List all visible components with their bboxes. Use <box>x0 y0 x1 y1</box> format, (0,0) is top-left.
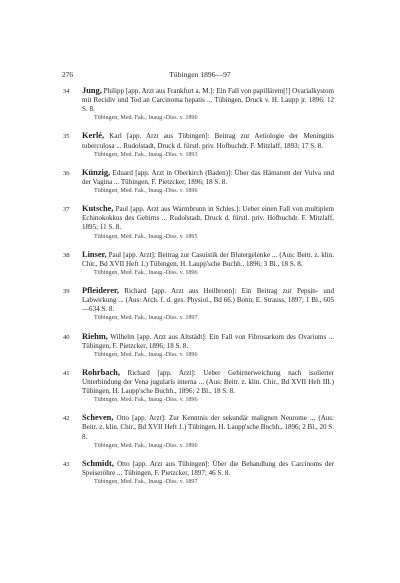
author-surname: Kerlé, <box>82 131 105 141</box>
dissertation-note: Tübingen, Med. Fak., Inaug.-Diss. v. 1896 <box>94 188 198 195</box>
entry-body <box>82 286 334 314</box>
entry-text: Paul [app. Arzt]: Beitrag zur Casuistik der Blutergelenke ... (Aus: Beitr. z. klin. Chir., Bd XVII Heft 1.) Tübingen, H. Laupp'sche Buchh., 1896; 3 Bl., 18 S. 8. <box>82 250 334 268</box>
bibliography-entry <box>0 332 400 359</box>
entry-text: Philipp [app. Arzt aus Frankfurt a. M.]: Ein Fall von papillärem[!] Ovarialkystom mit Recidiv und Tod an Carcinoma hepatis ... Tübingen, Druck v. H. Laupp jr. 1896: 12 S. 8. <box>82 87 335 114</box>
entry-body <box>82 368 334 396</box>
bibliography-entry <box>0 459 400 486</box>
entry-text: Eduard [app. Arzt in Oberkirch (Baden)]: Über das Hämatom der Vulva und der Vagina ... Tübingen, F. Pietzcker, 1896; 18 S. 8. <box>82 168 335 186</box>
dissertation-note: Tübingen, Med. Fak., Inaug.-Diss. v. 1896 <box>94 442 198 449</box>
entry-list <box>0 86 400 495</box>
dissertation-note: Tübingen, Med. Fak., Inaug.-Diss. v. 1893 <box>94 151 198 158</box>
entry-body <box>82 459 334 478</box>
dissertation-note: Tübingen, Med. Fak., Inaug.-Diss. v. 1896 <box>94 115 198 122</box>
author-surname: Kutsche, <box>82 204 114 214</box>
bibliography-entry <box>0 250 400 277</box>
entry-text: Richard [app. Arzt]: Ueber Gehirnerweichung nach isolierter Unterbindung der Vena jugularis interna ... (Aus: Beitr. z. klin. Chir., Bd XVII Heft III.) Tübingen, H. Laupp'sche Buchh., 1896; 2 Bl., 18 S. 8. <box>82 368 334 396</box>
bibliography-entry <box>0 368 400 404</box>
author-surname: Schmidt, <box>82 458 114 468</box>
entry-number: 36 <box>63 169 70 177</box>
entry-number: 34 <box>63 88 70 95</box>
dissertation-note: Tübingen, Med. Fak., Inaug.-Diss. v. 1897 <box>94 315 198 322</box>
author-surname: Riehm, <box>82 331 108 341</box>
entry-text: Otto [app. Arzt]: Zur Kenntnis der sekundär malignen Neurome ... (Aus: Beitr. z. klin. Chir., Bd XVII Heft 1.) Tübingen, H. Laupp'sche Buchh., 1896; 2 Bl., 20 S. 8. <box>82 414 335 441</box>
author-surname: Jung, <box>82 86 102 95</box>
entry-body <box>82 250 334 269</box>
entry-number: 35 <box>63 133 70 141</box>
entry-number: 41 <box>63 369 70 377</box>
author-surname: Pfleiderer, <box>82 286 119 296</box>
dissertation-note: Tübingen, Med. Fak., Inaug.-Diss. v. 1897 <box>94 479 198 486</box>
bibliography-entry <box>0 413 400 449</box>
entry-text: Otto [app. Arzt aus Tübingen]: Über die Behandlung des Carcinoms der Speiseröhre ... Tübingen, F. Pietzcker, 1897; 46 S. 8. <box>82 459 335 477</box>
entry-number: 42 <box>63 415 70 423</box>
author-surname: Scheven, <box>82 413 114 423</box>
page-number: 276 <box>62 70 74 79</box>
dissertation-note: Tübingen, Med. Fak., Inaug.-Diss. v. 1896 <box>94 351 198 358</box>
entry-number: 38 <box>63 251 70 259</box>
entry-body <box>82 413 334 441</box>
bibliography-entry <box>0 131 400 158</box>
entry-text: Richard [app. Arzt aus Heilbronn]: Ein Beitrag zur Pepsin- und Labwirkung ... (Aus: Arch. f. d. ges. Physiol., Bd 66.) Bonn, E. Strauss, 1897; 1 Bl., 605—634 S. 8. <box>82 287 334 314</box>
entry-number: 40 <box>63 333 70 341</box>
author-surname: Rohrbach, <box>82 367 120 377</box>
author-surname: Künzig, <box>82 167 111 177</box>
entry-text: Paul [app. Arzt aus Warmbrunn in Schles.]: Ueber einen Fall von multiplem Echinokokkus des Gehirns ... Rudolstadt, Druck d. fürstl. priv. Hofbuchdr. F. Mitzlaff, 1895; 11 S. 8. <box>82 205 334 232</box>
running-title: Tübingen 1896—97 <box>169 70 231 79</box>
entry-number: 37 <box>63 206 70 214</box>
entry-text: Karl [app. Arzt aus Tübingen]: Beitrag zur Aetiologie der Meningitis tuberculosa ... Rudolstadt, Druck d. fürstl. priv. Hofbuchdr. F. Mitzlaff, 1893; 17 S. 8. <box>82 132 334 150</box>
entry-number: 39 <box>63 288 70 296</box>
bibliography-entry <box>0 168 400 195</box>
dissertation-note: Tübingen, Med. Fak., Inaug.-Diss. v. 1895 <box>94 233 198 240</box>
entry-body <box>82 86 334 114</box>
dissertation-note: Tübingen, Med. Fak., Inaug.-Diss. v. 1896 <box>94 269 198 276</box>
bibliography-entry <box>0 286 400 322</box>
entry-number: 43 <box>63 460 70 468</box>
page-header <box>0 70 400 84</box>
entry-body <box>82 131 334 150</box>
entry-body <box>82 168 334 187</box>
entry-text: Wilhelm [app. Arzt aus Altstädt]: Ein Fall von Fibrosarkom des Ovariums ... Tübingen, F. Pietzcker, 1896; 18 S. 8. <box>82 332 334 350</box>
dissertation-note: Tübingen, Med. Fak., Inaug.-Diss. v. 1896 <box>94 397 198 404</box>
entry-body <box>82 332 334 351</box>
entry-body <box>82 204 334 232</box>
bibliography-entry <box>0 86 400 122</box>
author-surname: Linser, <box>82 249 107 259</box>
bibliography-entry <box>0 204 400 240</box>
